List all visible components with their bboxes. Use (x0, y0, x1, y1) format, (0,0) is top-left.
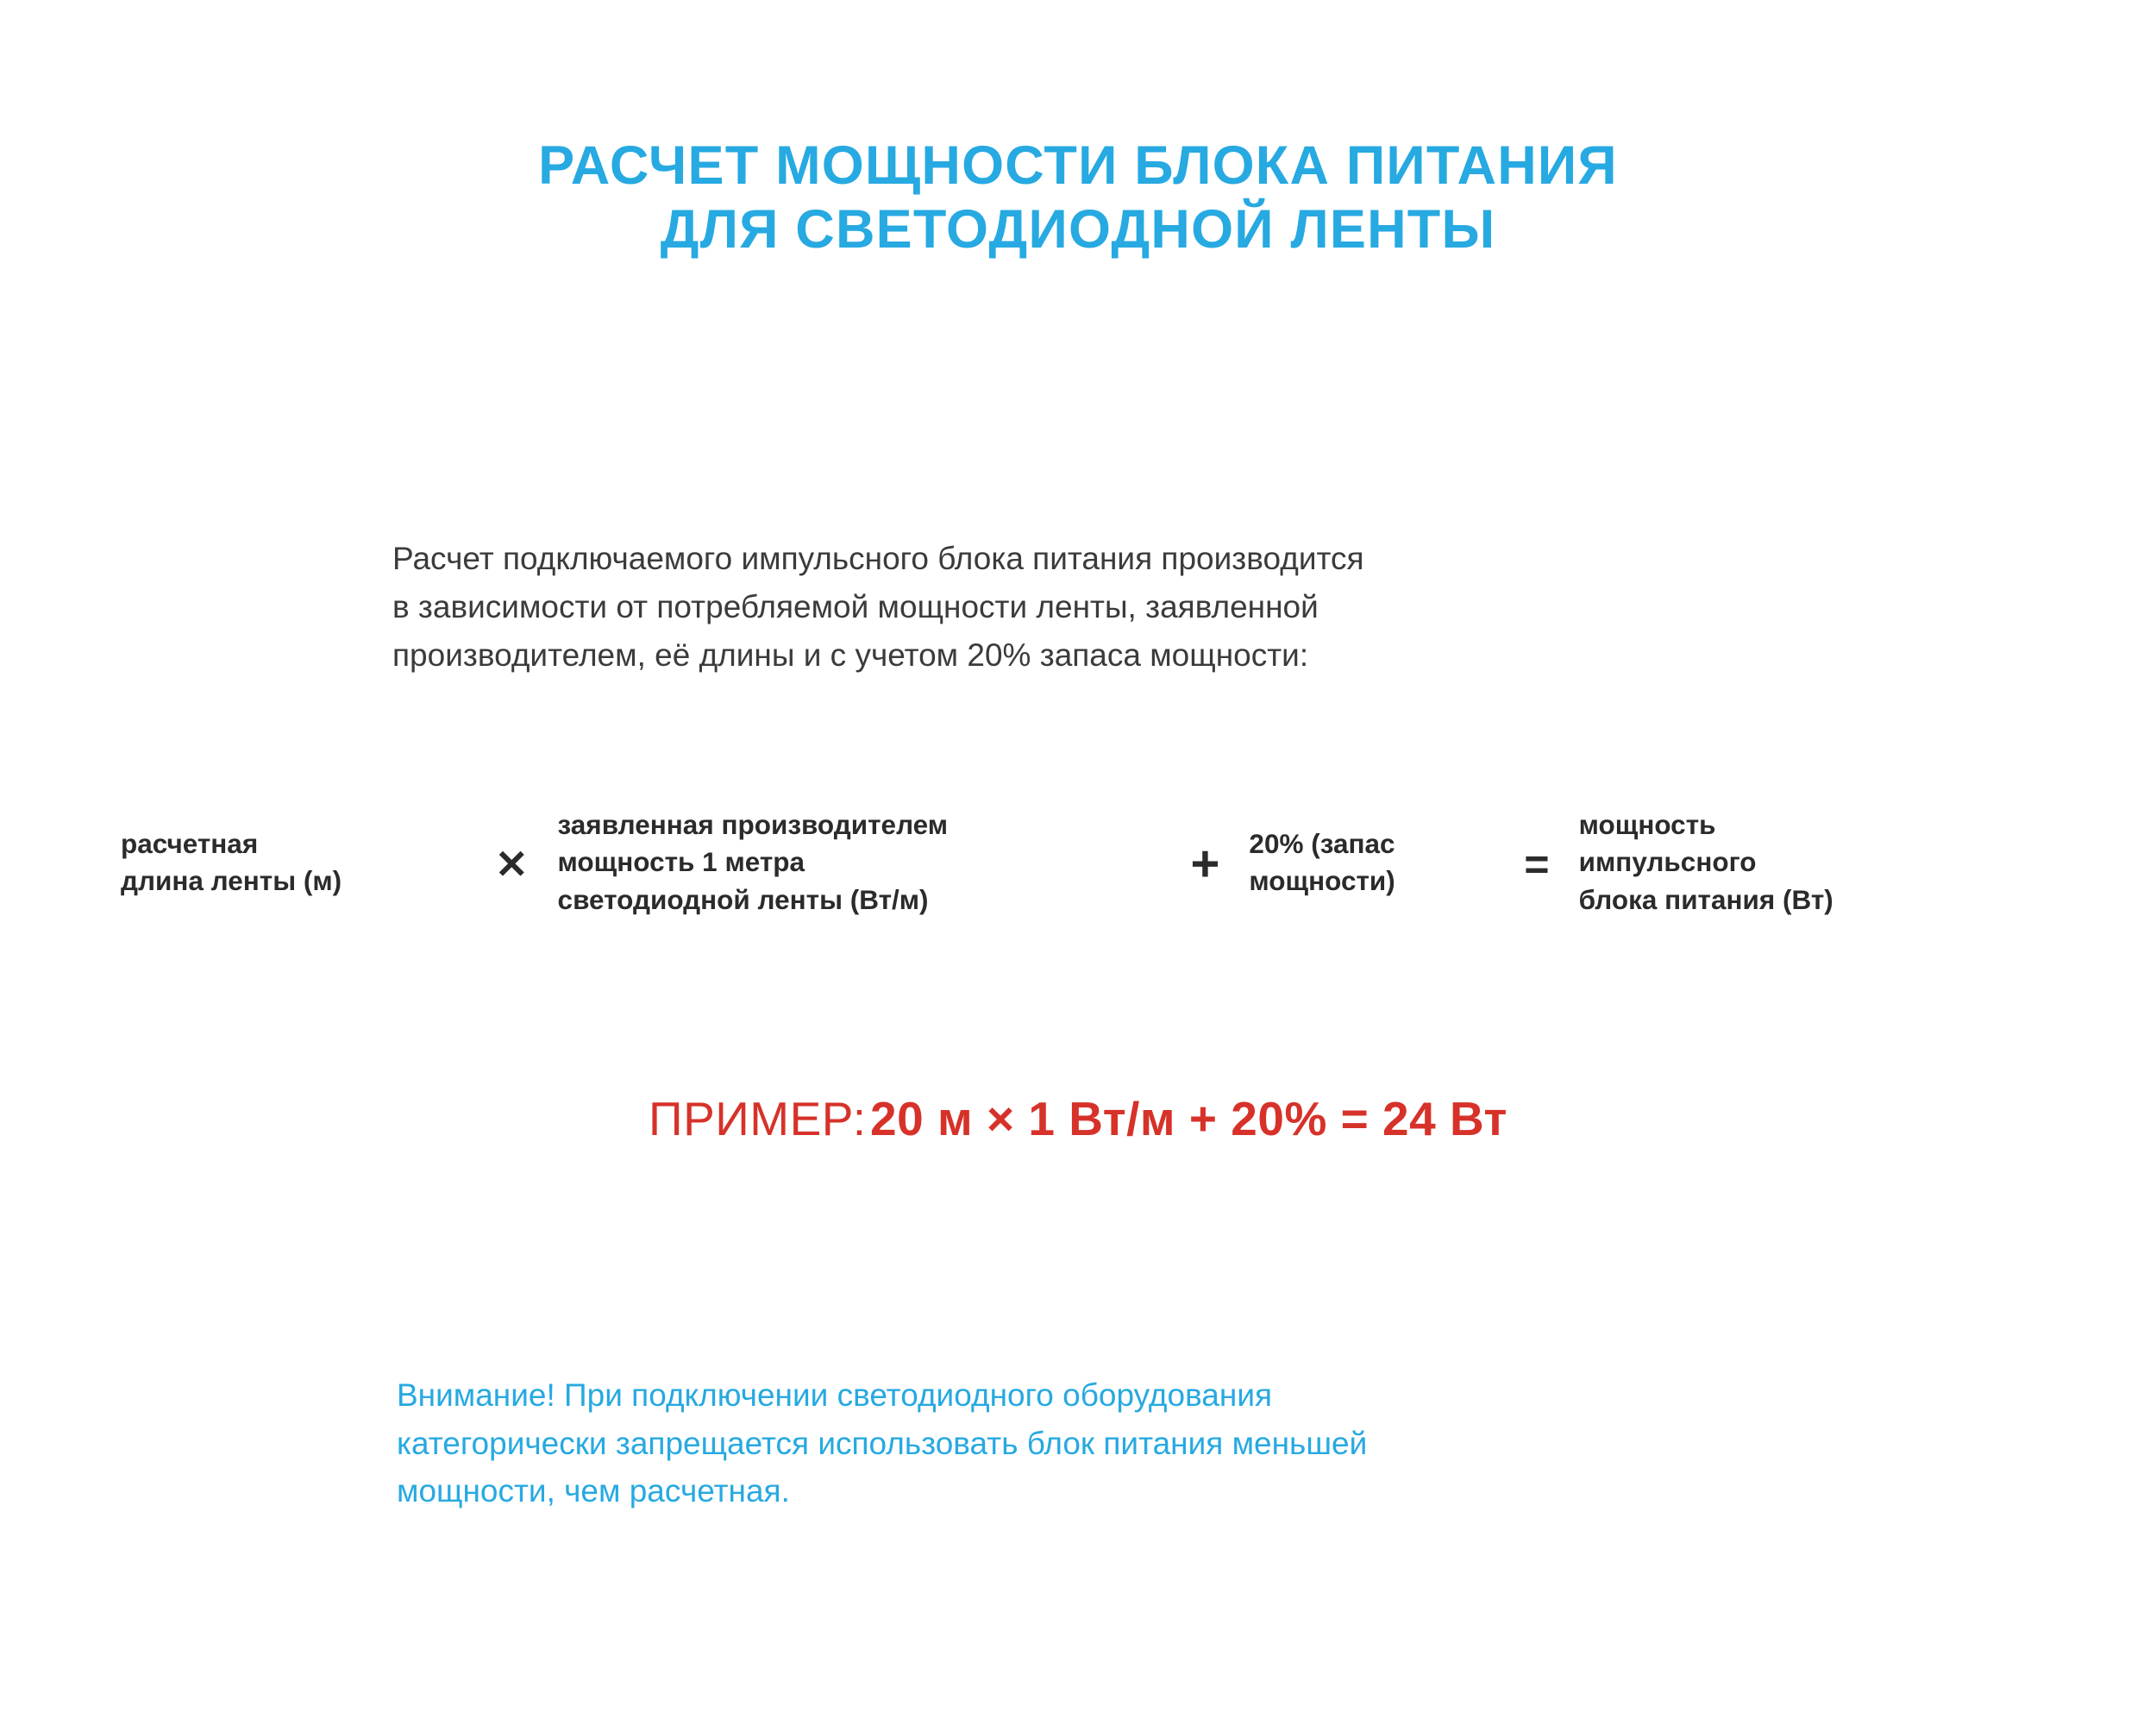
formula-term-4-line-1: мощность (1578, 809, 1716, 840)
formula-row (121, 806, 2070, 919)
page-title (0, 134, 2156, 262)
formula-term-1-line-1: расчетная (121, 827, 259, 859)
multiply-icon: ✕ (495, 842, 529, 888)
intro-line-3: производителем, её длины и с учетом 20% запаса мощности: (392, 637, 1309, 674)
example-line (0, 1091, 2156, 1146)
attention-note-line-3: мощности, чем расчетная. (397, 1473, 790, 1509)
intro-line-1: Расчет подключаемого импульсного блока питания производится (392, 541, 1364, 576)
attention-note-line-1: Внимание! При подключении светодиодного оборудования (397, 1377, 1273, 1413)
formula-term-strip-length (121, 825, 466, 900)
formula-term-4-line-3: блока питания (Вт) (1578, 883, 1833, 915)
formula-term-2-line-2: мощность 1 метра (557, 846, 805, 878)
plus-icon: + (1190, 836, 1220, 893)
intro-paragraph (392, 535, 1858, 681)
example-label: ПРИМЕР: (649, 1092, 867, 1145)
example-value: 20 м × 1 Вт/м + 20% = 24 Вт (870, 1092, 1507, 1145)
formula-term-2-line-1: заявленная производителем (557, 809, 949, 840)
attention-note-line-2: категорически запрещается использовать блок питания меньшей (397, 1425, 1368, 1461)
formula-term-3-line-1: 20% (запас (1249, 827, 1395, 859)
formula-term-psu-power (1579, 806, 1984, 919)
formula-term-declared-power (558, 806, 1162, 919)
equals-icon: = (1524, 840, 1550, 889)
formula-term-reserve (1249, 825, 1495, 900)
formula-term-4-line-2: импульсного (1578, 846, 1757, 878)
formula-term-3-line-2: мощности) (1249, 865, 1395, 897)
page-title-line-2: ДЛЯ СВЕТОДИОДНОЙ ЛЕНТЫ (660, 199, 1496, 260)
formula-term-2-line-3: светодиодной ленты (Вт/м) (557, 883, 929, 915)
page-title-line-1: РАСЧЕТ МОЩНОСТИ БЛОКА ПИТАНИЯ (538, 135, 1618, 196)
intro-line-2: в зависимости от потребляемой мощности ленты, заявленной (392, 589, 1319, 625)
formula-term-1-line-2: длина ленты (м) (121, 865, 342, 897)
attention-note (397, 1371, 1915, 1515)
